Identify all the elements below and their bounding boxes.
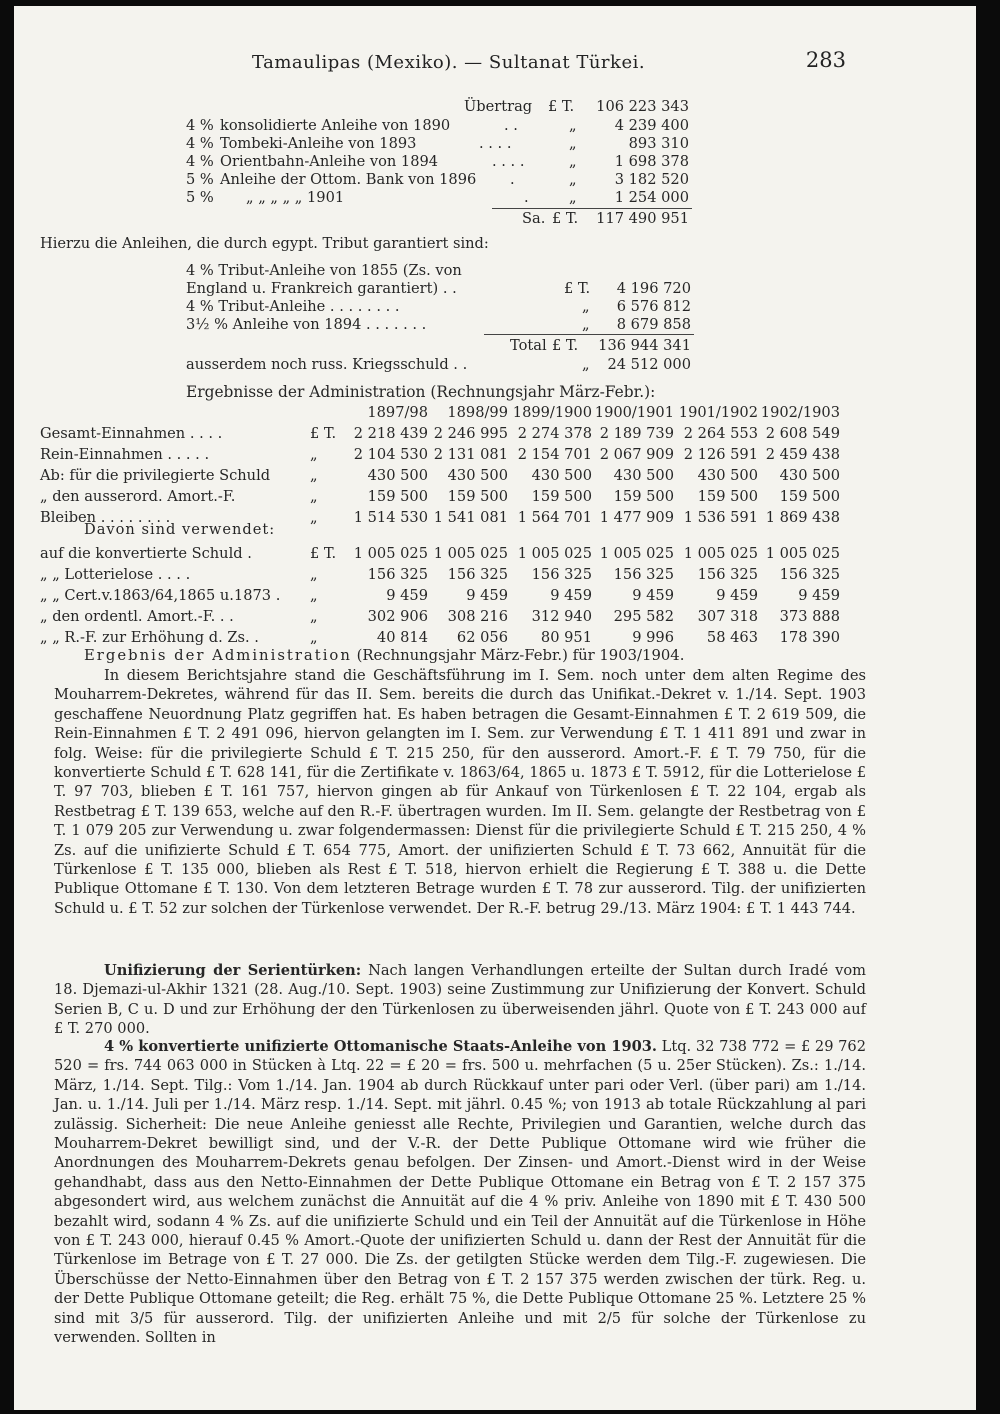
table-cell: 9 459 (798, 587, 840, 604)
row-currency: „ (310, 446, 318, 463)
loan-dots: . (510, 171, 515, 188)
row-label: „ „ R.-F. zur Erhöhung d. Zs. . (40, 629, 259, 646)
paragraph-admin-results (54, 666, 866, 918)
loan-name: konsolidierte Anleihe von 1890 (220, 117, 451, 134)
table-cell: 1 005 025 (353, 545, 428, 562)
tribute-currency: „ (582, 298, 590, 315)
year-header: 1902/1903 (760, 404, 840, 421)
tribute-line: 4 % Tribut-Anleihe . . . . . . . . (186, 298, 400, 315)
loan-dots: . . (504, 117, 518, 134)
table-cell: 295 582 (613, 608, 674, 625)
row-currency: „ (310, 608, 318, 625)
loan-rate: 4 % (186, 117, 214, 134)
row-currency: „ (310, 467, 318, 484)
row-currency: „ (310, 566, 318, 583)
table-row (40, 444, 840, 465)
table-cell: 1 005 025 (599, 545, 674, 562)
table-cell: 156 325 (447, 566, 508, 583)
table-cell: 9 459 (550, 587, 592, 604)
table-cell: 2 608 549 (765, 425, 840, 442)
results-year-row (40, 402, 840, 423)
loan-rate: 5 % (186, 189, 214, 206)
table-cell: 307 318 (697, 608, 758, 625)
row-label: „ „ Cert.v.1863/64,1865 u.1873 . (40, 587, 281, 604)
row-label: „ den ordentl. Amort.-F. . . (40, 608, 234, 625)
loan-name: „ „ „ „ „ 1901 (246, 189, 345, 206)
table-cell: 80 951 (540, 629, 592, 646)
table-cell: 312 940 (531, 608, 592, 625)
year-header: 1898/99 (447, 404, 508, 421)
row-label: „ „ Lotterielose . . . . (40, 566, 191, 583)
table-cell: 9 459 (716, 587, 758, 604)
table-cell: 159 500 (447, 488, 508, 505)
table-cell: 156 325 (367, 566, 428, 583)
row-currency: „ (310, 587, 318, 604)
loan-name: Anleihe der Ottom. Bank von 1896 (220, 171, 477, 188)
table-cell: 430 500 (447, 467, 508, 484)
page-header (14, 48, 976, 78)
admin-heading (84, 647, 684, 665)
table-cell: 1 514 530 (353, 509, 428, 526)
results-title: Ergebnisse der Administration (Rechnungsjahr März-Febr.): (186, 383, 656, 401)
admin-heading-rest: (Rechnungsjahr März-Febr.) für 1903/1904. (351, 647, 685, 664)
loan-name: Orientbahn-Anleihe von 1894 (220, 153, 439, 170)
table-cell: 1 005 025 (683, 545, 758, 562)
table-cell: 1 005 025 (517, 545, 592, 562)
tribute-line: England u. Frankreich garantiert) . . (186, 280, 457, 297)
table-cell: 159 500 (613, 488, 674, 505)
document-page (14, 6, 976, 1410)
table-cell: 159 500 (697, 488, 758, 505)
table-cell: 2 104 530 (353, 446, 428, 463)
tribute-currency: £ T. (564, 280, 591, 297)
row-currency: „ (310, 509, 318, 526)
sum-rule (492, 208, 692, 209)
table-cell: 1 541 081 (433, 509, 508, 526)
table-cell: 2 154 701 (517, 446, 592, 463)
total-value: 136 944 341 (598, 337, 691, 354)
tribute-currency: „ (582, 316, 590, 333)
table-cell: 1 005 025 (433, 545, 508, 562)
table-cell: 156 325 (531, 566, 592, 583)
war-debt-currency: „ (582, 356, 590, 373)
table-row (40, 486, 840, 507)
table-cell: 2 126 591 (683, 446, 758, 463)
row-label: auf die konvertierte Schuld . (40, 545, 252, 562)
table-cell: 156 325 (779, 566, 840, 583)
loan-dots: . . . . (492, 153, 525, 170)
table-cell: 9 996 (632, 629, 674, 646)
running-title: Tamaulipas (Mexiko). — Sultanat Türkei. (252, 52, 646, 73)
paragraph-unification (54, 961, 866, 1039)
paragraph-text: Nach langen Verhandlungen erteilte der Sultan durch Iradé vom 18. Djemazi-ul-Akhir 1321 (28. Aug./10. Sept. 1903) seine Zustimmung zur Unifizierung der Konvert. Schuld Serien B, C u. D und zur Erhöhung der den Türkenlosen zu überweisenden jährl. Quote von £ T. 243 000 auf £ T. 270 000. (54, 962, 866, 1038)
loan-ditto: „ (569, 171, 577, 188)
total-currency: £ T. (552, 337, 579, 354)
table-row (40, 627, 840, 648)
sum-label: Sa. (522, 210, 546, 227)
table-cell: 1 477 909 (599, 509, 674, 526)
paragraph-unified-loan (54, 1037, 866, 1348)
loan-value: 3 182 520 (614, 171, 689, 188)
table-cell: 2 218 439 (353, 425, 428, 442)
tribute-value: 4 196 720 (616, 280, 691, 297)
total-rule (484, 334, 694, 335)
war-debt-label: ausserdem noch russ. Kriegsschuld . . (186, 356, 468, 373)
table-cell: 2 264 553 (683, 425, 758, 442)
page-number: 283 (805, 48, 846, 72)
row-label: Bleiben . . . . . . . . (40, 509, 171, 526)
carry-label: Übertrag (464, 98, 533, 115)
table-cell: 373 888 (779, 608, 840, 625)
table-cell: 156 325 (697, 566, 758, 583)
year-header: 1900/1901 (594, 404, 674, 421)
table-row (40, 564, 840, 585)
paragraph-text: Ltq. 32 738 772 = £ 29 762 520 = frs. 744 063 000 in Stücken à Ltq. 22 = £ 20 = frs. 500 u. mehrfachen (5 u. 25er Stücken). Zs.: 1./14. März, 1./14. Sept. Tilg.: Vom 1./14. Jan. 1904 ab durch Rückkauf unter pari oder Verl. (über pari) am 1./14. Jan. u. 1./14. Juli per 1./14. März resp. 1./14. Sept. mit jährl. 0.45 %; von 1913 ab totale Rückzahlung al pari zulässig. Sicherheit: Die neue Anleihe geniesst alle Rechte, Privilegien und Garantien, welche durch das Mouharrem-Dekret bewilligt sind, und der V.-R. der Dette Publique Ottomane wird wie früher die Anordnungen des Mouharrem-Dekrets genau befolgen. Der Zinsen- und Amort.-Dienst wird in der Weise gehandhabt, dass aus den Netto-Einnahmen der Dette Publique Ottomane ein Betrag von £ T. 2 157 375 abgesondert wird, aus welchem zunächst die Annuität auf die 4 % priv. Anleihe von 1890 mit £ T. 430 500 bezahlt wird, sodann 4 % Zs. auf die unifizierte Schuld und ein Teil der Annuität auf die Türkenlose in Höhe von £ T. 243 000, hierauf 0.45 % Amort.-Quote der unifizierten Schuld u. dann der Rest der Annuität für die Türkenlose im Betrage von £ T. 27 000. Die Zs. der getilgten Stücke werden dem Tilg.-F. zugewiesen. Die Überschüsse der Netto-Einnahmen über den Betrag von £ T. 2 157 375 werden zwischen der türk. Reg. u. der Dette Publique Ottomane geteilt; die Reg. erhält 75 %, die Dette Publique Ottomane 25 %. Letztere 25 % sind mit 3/5 für ausserord. Tilg. der unifizierten Anleihe und mit 2/5 für solche der Türkenlose zu verwenden. Sollten in (54, 1038, 866, 1347)
loan-rate: 5 % (186, 171, 214, 188)
row-label: Gesamt-Einnahmen . . . . (40, 425, 223, 442)
table-cell: 2 189 739 (599, 425, 674, 442)
row-currency: „ (310, 629, 318, 646)
loan-dots: . . . . (479, 135, 512, 152)
table-cell: 1 536 591 (683, 509, 758, 526)
tribute-line: 3½ % Anleihe von 1894 . . . . . . . (186, 316, 427, 333)
table-cell: 159 500 (779, 488, 840, 505)
table-cell: 2 246 995 (433, 425, 508, 442)
row-currency: „ (310, 488, 318, 505)
table-row (40, 543, 840, 564)
row-currency: £ T. (310, 425, 337, 442)
loan-value: 1 698 378 (614, 153, 689, 170)
loan-ditto: „ (569, 189, 577, 206)
loan-rate: 4 % (186, 135, 214, 152)
results-table (40, 402, 840, 528)
tribute-value: 8 679 858 (616, 316, 691, 333)
table-row (40, 585, 840, 606)
row-label: Rein-Einnahmen . . . . . (40, 446, 210, 463)
loan-name: Tombeki-Anleihe von 1893 (220, 135, 417, 152)
table-cell: 2 274 378 (517, 425, 592, 442)
table-cell: 159 500 (367, 488, 428, 505)
table-cell: 430 500 (613, 467, 674, 484)
used-title: Davon sind verwendet: (84, 521, 276, 538)
table-cell: 430 500 (531, 467, 592, 484)
table-row (40, 606, 840, 627)
row-label: Ab: für die privilegierte Schuld (40, 467, 271, 484)
row-currency: £ T. (310, 545, 337, 562)
table-cell: 308 216 (447, 608, 508, 625)
total-label: Total (510, 337, 547, 354)
tribute-value: 6 576 812 (616, 298, 691, 315)
table-cell: 62 056 (456, 629, 508, 646)
carry-currency: £ T. (548, 98, 575, 115)
table-cell: 1 564 701 (517, 509, 592, 526)
sum-value: 117 490 951 (596, 210, 689, 227)
table-cell: 2 459 438 (765, 446, 840, 463)
table-cell: 1 869 438 (765, 509, 840, 526)
loan-rate: 4 % (186, 153, 214, 170)
table-cell: 178 390 (779, 629, 840, 646)
table-cell: 302 906 (367, 608, 428, 625)
table-row (40, 423, 840, 444)
year-header: 1901/1902 (678, 404, 758, 421)
loan-value: 4 239 400 (614, 117, 689, 134)
paragraph-lead: Unifizierung der Serientürken: (104, 962, 362, 979)
table-row (40, 465, 840, 486)
loan-value: 893 310 (628, 135, 689, 152)
loan-ditto: „ (569, 135, 577, 152)
table-cell: 430 500 (697, 467, 758, 484)
tribute-line: 4 % Tribut-Anleihe von 1855 (Zs. von (186, 262, 462, 279)
year-header: 1897/98 (367, 404, 428, 421)
paragraph-lead: 4 % konvertierte unifizierte Ottomanische Staats-Anleihe von 1903. (104, 1038, 657, 1055)
table-cell: 430 500 (367, 467, 428, 484)
table-cell: 9 459 (466, 587, 508, 604)
table-cell: 159 500 (531, 488, 592, 505)
table-cell: 40 814 (376, 629, 428, 646)
table-cell: 9 459 (632, 587, 674, 604)
loan-ditto: „ (569, 153, 577, 170)
sum-currency: £ T. (552, 210, 579, 227)
table-cell: 58 463 (706, 629, 758, 646)
loan-value: 1 254 000 (614, 189, 689, 206)
loan-ditto: „ (569, 117, 577, 134)
paragraph-text: In diesem Berichtsjahre stand die Geschäftsführung im I. Sem. noch unter dem alten Regime des Mouharrem-Dekretes, während für das II. Sem. bereits die durch das Unifikat.-Dekret v. 1./14. Sept. 1903 geschaffene Neuordnung Platz gegriffen hat. Es haben betragen die Gesamt-Einnahmen £ T. 2 619 509, die Rein-Einnahmen £ T. 2 491 096, hiervon gelangten im I. Sem. zur Verwendung £ T. 1 411 891 und zwar in folg. Weise: für die privilegierte Schuld £ T. 215 250, für den ausserord. Amort.-F. £ T. 79 750, für die konvertierte Schuld £ T. 628 141, für die Zertifikate v. 1863/64, 1865 u. 1873 £ T. 5912, für die Lotterielose £ T. 97 703, blieben £ T. 161 757, hiervon gingen ab für Ankauf von Türkenlosen £ T. 22 104, ergab als Restbetrag £ T. 139 653, welche auf den R.-F. übertragen wurden. Im II. Sem. gelangte der Restbetrag von £ T. 1 079 205 zur Verwendung u. zwar folgendermassen: Dienst für die privilegierte Schuld £ T. 215 250, 4 % Zs. auf die unifizierte Schuld £ T. 654 775, Amort. der unifizierten Schuld £ T. 73 662, Annuität für die Türkenlose £ T. 135 000, blieben als Rest £ T. 518, hiervon erhielt die Regierung £ T. 388 u. die Dette Publique Ottomane £ T. 130. Von dem letzteren Betrage wurden £ T. 78 zur ausserord. Tilg. der unifizierten Schuld u. £ T. 52 zur solchen der Türkenlose verwendet. Der R.-F. betrug 29./13. März 1904: £ T. 1 443 744. (54, 667, 866, 917)
table-cell: 1 005 025 (765, 545, 840, 562)
tribute-intro: Hierzu die Anleihen, die durch egypt. Tribut garantiert sind: (40, 235, 489, 252)
table-cell: 430 500 (779, 467, 840, 484)
loan-dots: . (524, 189, 529, 206)
war-debt-value: 24 512 000 (607, 356, 691, 373)
table-cell: 156 325 (613, 566, 674, 583)
used-table (40, 543, 840, 648)
table-cell: 9 459 (386, 587, 428, 604)
table-cell: 2 067 909 (599, 446, 674, 463)
carry-value: 106 223 343 (596, 98, 689, 115)
row-label: „ den ausserord. Amort.-F. (40, 488, 236, 505)
table-cell: 2 131 081 (433, 446, 508, 463)
admin-heading-spaced: Ergebnis der Administration (84, 647, 352, 664)
year-header: 1899/1900 (512, 404, 592, 421)
